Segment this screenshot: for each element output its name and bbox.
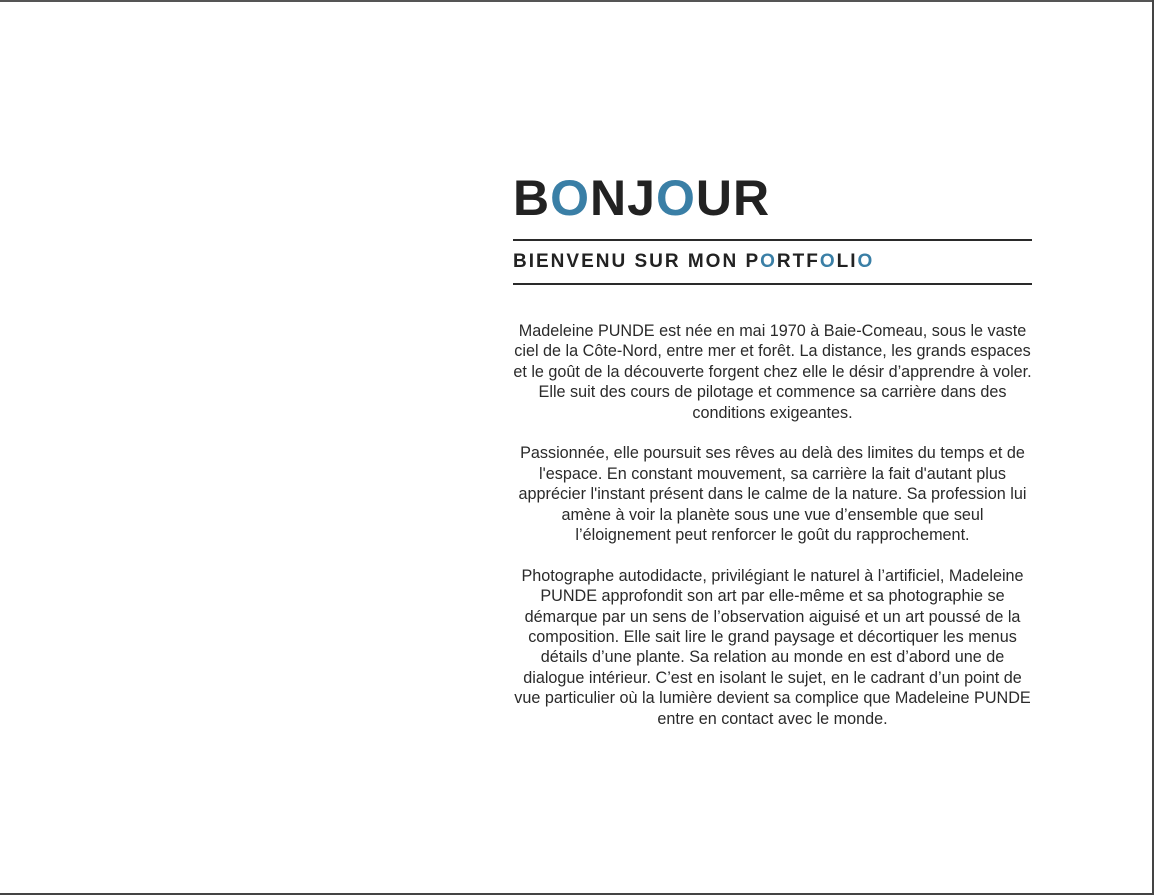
greeting-part: NJ	[590, 170, 656, 226]
portfolio-subtitle	[513, 241, 1032, 283]
subtitle-part: BIENVENU SUR MON P	[513, 251, 761, 272]
subtitle-accent-letter: O	[760, 251, 777, 272]
greeting-part: B	[513, 170, 551, 226]
bio-paragraph: Passionnée, elle poursuit ses rêves au delà des limites du temps et de l'espace. En constant mouvement, sa carrière la fait d'autant plus apprécier l'instant présent dans le calme de la nature. Sa profession lui amène à voir la planète sous une vue d’ensemble que seul l’éloignement peut renforcer le goût du rapprochement.	[518, 444, 1027, 545]
intro-section	[513, 168, 1032, 729]
subtitle-part: RTF	[776, 251, 820, 272]
bio-paragraph: Madeleine PUNDE est née en mai 1970 à Baie-Comeau, sous le vaste ciel de la Côte-Nord, entre mer et forêt. La distance, les grands espaces et le goût de la découverte forgent chez elle le désir d’apprendre à voler. Elle suit des cours de pilotage et commence sa carrière dans des conditions exigeantes.	[513, 322, 1032, 422]
greeting-heading	[513, 168, 1032, 228]
greeting-part: UR	[695, 170, 771, 226]
subtitle-accent-letter: O	[857, 251, 875, 272]
biography	[513, 321, 1032, 729]
greeting-accent-letter: O	[550, 170, 591, 226]
bio-paragraph: Photographe autodidacte, privilégiant le naturel à l’artificiel, Madeleine PUNDE approfondit son art par elle-même et sa photographie se démarque par un sens de l’observation aiguisé et un art poussé de la composition. Elle sait lire le grand paysage et décortiquer les menus détails d’une plante. Sa relation au monde en est d’abord une de dialogue intérieur. C’est en isolant le sujet, en le cadrant d’un point de vue particulier où la lumière devient sa complice que Madeleine PUNDE entre en contact avec le monde.	[514, 566, 1031, 728]
subtitle-bottom-rule	[513, 283, 1032, 285]
subtitle-part: LI	[836, 251, 858, 272]
frame-top-border	[0, 0, 1154, 2]
greeting-accent-letter: O	[655, 170, 696, 226]
subtitle-accent-letter: O	[819, 251, 837, 272]
